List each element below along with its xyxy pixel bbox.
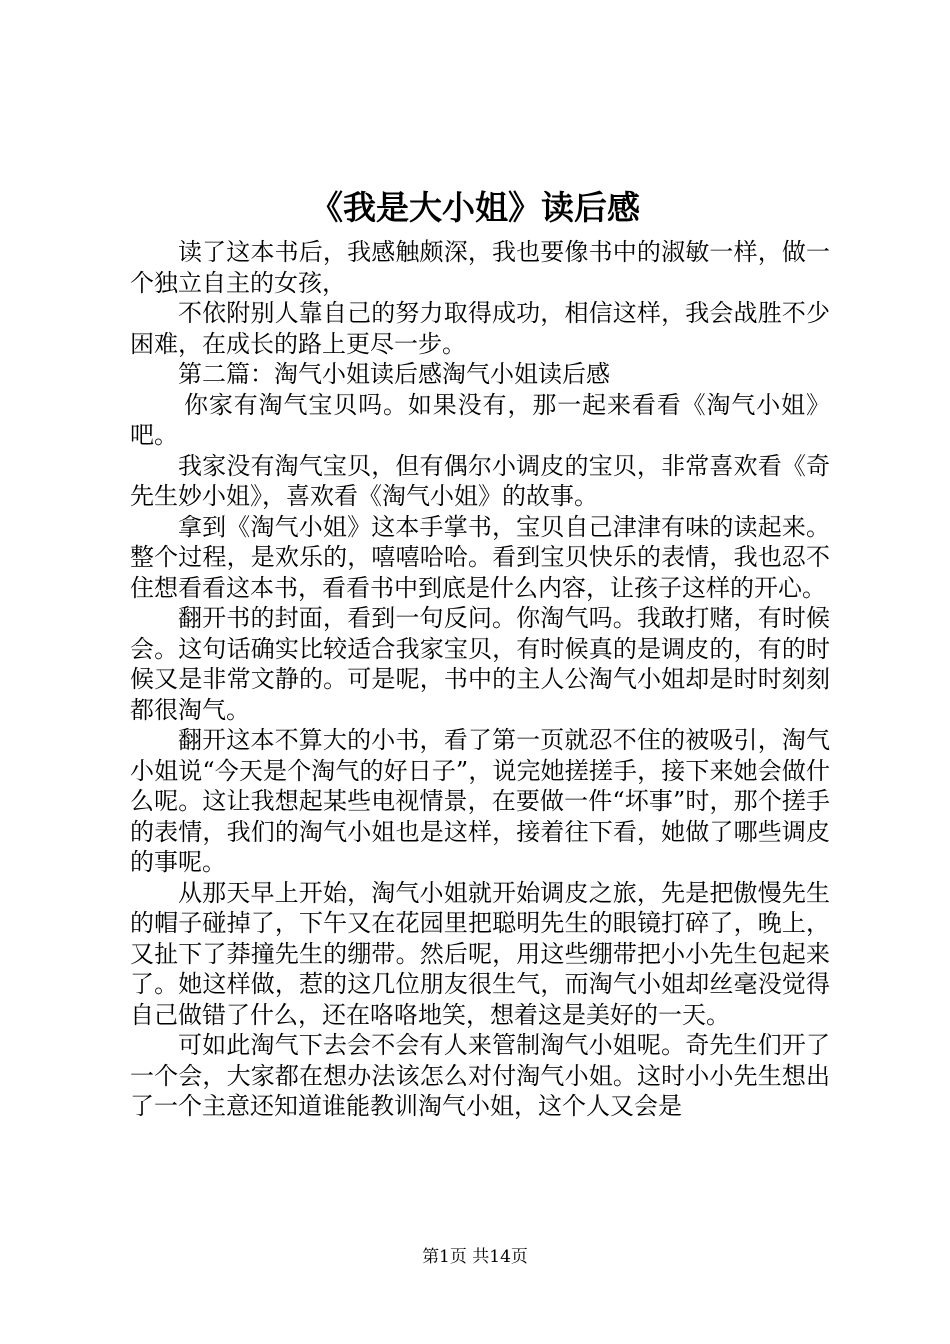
paragraph: 拿到《淘气小姐》这本手掌书，宝贝自己津津有味的读起来。整个过程，是欢乐的，嘻嘻哈哈。看到宝贝快乐的表情，我也忍不住想看看这本书，看看书中到底是什么内容，让孩子这样的开心。: [130, 512, 830, 602]
document-title: 《我是大小姐》读后感: [310, 188, 640, 227]
paragraph: 翻开书的封面，看到一句反问。你淘气吗。我敢打赌，有时候会。这句话确实比较适合我家宝贝，有时候真的是调皮的，有的时候又是非常文静的。可是呢，书中的主人公淘气小姐却是时时刻刻都很淘气。: [130, 604, 830, 724]
section-heading: 第二篇：淘气小姐读后感淘气小姐读后感: [178, 360, 610, 388]
paragraph: 翻开这本不算大的小书，看了第一页就忍不住的被吸引，淘气小姐说“今天是个淘气的好日子”，说完她搓搓手，接下来她会做什么呢。这让我想起某些电视情景，在要做一件“坏事”时，那个搓手的表情，我们的淘气小姐也是这样，接着往下看，她做了哪些调皮的事呢。: [130, 726, 830, 876]
paragraph: 从那天早上开始，淘气小姐就开始调皮之旅，先是把傲慢先生的帽子碰掉了，下午又在花园里把聪明先生的眼镜打碎了，晚上，又扯下了莽撞先生的绷带。然后呢，用这些绷带把小小先生包起来了。她这样做，惹的这几位朋友很生气，而淘气小姐却丝毫没觉得自己做错了什么，还在咯咯地笑，想着这是美好的一天。: [130, 878, 830, 1029]
paragraph: 我家没有淘气宝贝，但有偶尔小调皮的宝贝，非常喜欢看《奇先生妙小姐》，喜欢看《淘气小姐》的故事。: [130, 451, 830, 510]
paragraph: 你家有淘气宝贝吗。如果没有，那一起来看看《淘气小姐》吧。: [130, 390, 830, 449]
paragraph: 不依附别人靠自己的努力取得成功，相信这样，我会战胜不少困难，在成长的路上更尽一步。: [130, 299, 830, 358]
document-body: [130, 237, 830, 1122]
paragraph: 读了这本书后，我感触颇深，我也要像书中的淑敏一样，做一个独立自主的女孩，: [130, 238, 830, 297]
paragraph: 可如此淘气下去会不会有人来管制淘气小姐呢。奇先生们开了一个会，大家都在想办法该怎么对付淘气小姐。这时小小先生想出了一个主意还知道谁能教训淘气小姐，这个人又会是: [130, 1031, 830, 1120]
page-number-footer: 第1页 共14页: [422, 1247, 528, 1267]
